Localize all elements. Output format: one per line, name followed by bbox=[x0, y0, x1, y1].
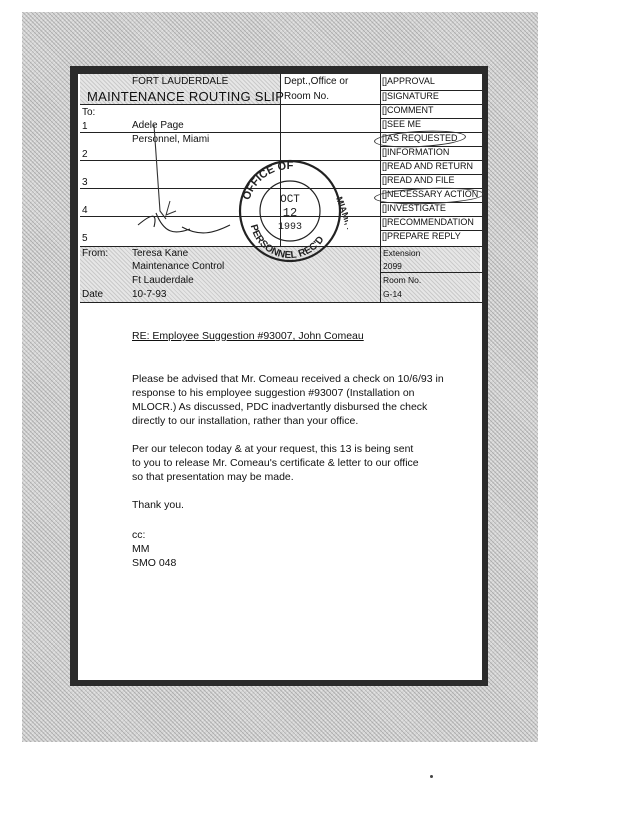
from-dept: Maintenance Control bbox=[132, 261, 225, 272]
date-value: 10-7-93 bbox=[132, 289, 167, 300]
row-name: Adele Page bbox=[132, 120, 184, 131]
memo-line: directly to our installation, rather than your office. bbox=[132, 415, 359, 427]
from-label: From: bbox=[82, 248, 109, 259]
extension-label: Extension bbox=[383, 248, 421, 258]
dept-header-1: Dept.,Office or bbox=[284, 76, 349, 87]
action-item: []READ AND FILE bbox=[382, 175, 455, 185]
memo-subject: RE: Employee Suggestion #93007, John Comeau bbox=[132, 330, 364, 342]
action-item: []INVESTIGATE bbox=[382, 203, 446, 213]
row-number: 1 bbox=[82, 121, 88, 132]
row-number: 2 bbox=[82, 149, 88, 160]
memo-line: Please be advised that Mr. Comeau received a check on 10/6/93 in bbox=[132, 373, 444, 385]
handwritten-marks bbox=[130, 115, 240, 245]
action-item: []SEE ME bbox=[382, 119, 422, 129]
memo-line: to you to release Mr. Comeau's certificate & letter to our office bbox=[132, 457, 419, 469]
action-item: []APPROVAL bbox=[382, 76, 435, 86]
row-number: 5 bbox=[82, 233, 88, 244]
memo-line: MLOCR.) As discussed, PDC inadvertantly disbursed the check bbox=[132, 401, 428, 413]
stamp-personnel: PERSONNEL REC'D bbox=[247, 223, 327, 262]
row-number: 3 bbox=[82, 177, 88, 188]
row-name: Personnel, Miami bbox=[132, 134, 210, 145]
memo-line: Per our telecon today & at your request, this 13 is being sent bbox=[132, 443, 414, 455]
stamp-month: OCT bbox=[280, 194, 300, 206]
from-location: Ft Lauderdale bbox=[132, 275, 194, 286]
dept-header-2: Room No. bbox=[284, 91, 330, 102]
stamp-city: MIAMI, FL bbox=[334, 195, 348, 239]
cc-line: MM bbox=[132, 543, 150, 555]
scan-speck bbox=[430, 775, 433, 778]
memo-paragraph-2 bbox=[132, 442, 419, 484]
stamp-day: 12 bbox=[282, 206, 298, 220]
action-item: []AS REQUESTED bbox=[382, 133, 458, 143]
cc-line: SMO 048 bbox=[132, 557, 177, 569]
memo-cc bbox=[132, 528, 176, 570]
memo-paragraph-1 bbox=[132, 372, 444, 428]
memo-line: so that presentation may be made. bbox=[132, 471, 294, 483]
cc-line: cc: bbox=[132, 529, 146, 541]
date-label: Date bbox=[82, 289, 104, 300]
memo-closing: Thank you. bbox=[132, 499, 184, 511]
row-number: 4 bbox=[82, 205, 88, 216]
action-item: []RECOMMENDATION bbox=[382, 217, 474, 227]
action-item: []COMMENT bbox=[382, 105, 434, 115]
org-name: FORT LAUDERDALE bbox=[132, 76, 229, 87]
stamp-ring bbox=[232, 158, 348, 264]
room-label: Room No. bbox=[383, 275, 422, 285]
action-item: []PREPARE REPLY bbox=[382, 231, 461, 241]
action-item: []READ AND RETURN bbox=[382, 161, 474, 171]
stamp-year: 1993 bbox=[277, 222, 303, 233]
memo-line: response to his employee suggestion #93007 (Installation on bbox=[132, 387, 415, 399]
slip-title: MAINTENANCE ROUTING SLIP bbox=[87, 89, 285, 104]
action-item: []NECESSARY ACTION bbox=[382, 189, 479, 199]
stamp-office: OFFICE OF bbox=[240, 159, 294, 202]
extension-value: 2099 bbox=[383, 261, 402, 271]
action-item: []INFORMATION bbox=[382, 147, 450, 157]
to-label: To: bbox=[82, 107, 96, 118]
action-item: []SIGNATURE bbox=[382, 91, 439, 101]
received-stamp bbox=[232, 158, 348, 264]
from-name: Teresa Kane bbox=[132, 248, 189, 259]
room-value: G-14 bbox=[383, 289, 402, 299]
